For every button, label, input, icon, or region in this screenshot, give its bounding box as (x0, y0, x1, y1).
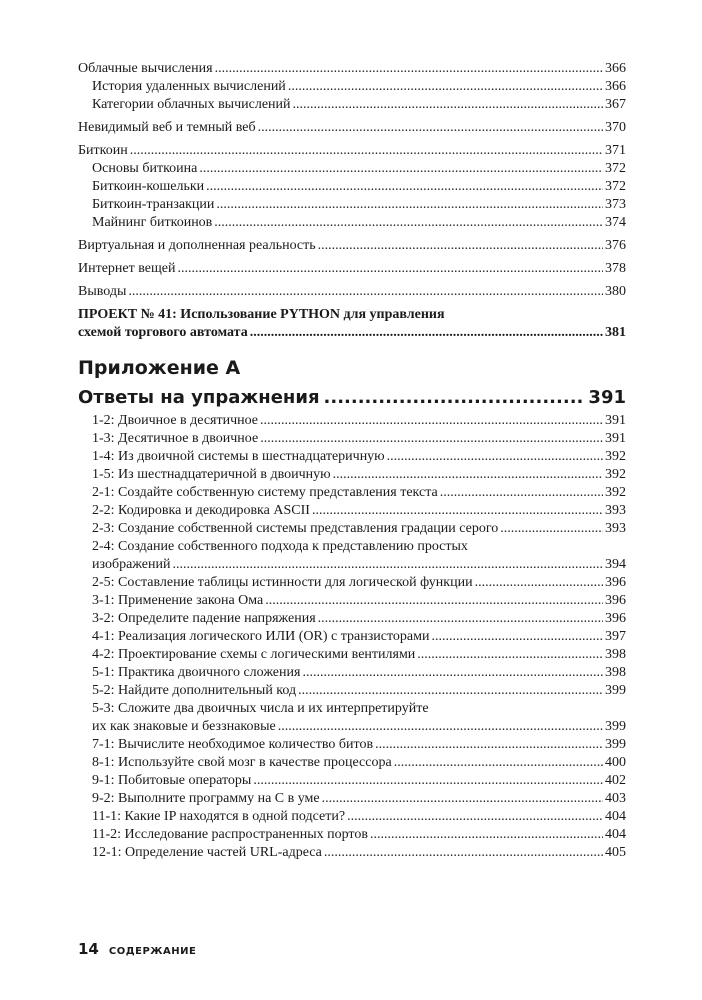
entry-page: 404 (605, 809, 626, 824)
toc-entry (78, 237, 626, 255)
dot-leader (253, 772, 603, 790)
entry-page: 374 (605, 215, 626, 230)
entry-title: 1-2: Двоичное в десятичное (92, 413, 259, 428)
entry-title: 9-2: Выполните программу на С в уме (92, 791, 320, 806)
entry-page: 399 (605, 719, 626, 734)
entry-title: Категории облачных вычислений (92, 97, 291, 112)
entry-title: 1-3: Десятичное в двоичное (92, 431, 259, 446)
dot-leader (258, 119, 603, 137)
dot-leader (333, 466, 603, 484)
section-title: Ответы на упражнения (78, 387, 320, 408)
dot-leader (322, 790, 603, 808)
entry-page: 398 (605, 647, 626, 662)
entry-title: 5-1: Практика двоичного сложения (92, 665, 301, 680)
toc-entry (78, 196, 626, 214)
entry-title: История удаленных вычислений (92, 79, 286, 94)
toc-entry (78, 574, 626, 592)
page-footer (78, 940, 196, 958)
running-header: СОДЕРЖАНИЕ (108, 946, 197, 957)
toc-entry (78, 610, 626, 628)
entry-title: 4-2: Проектирование схемы с логическими вентилями (92, 647, 416, 662)
entry-page: 397 (605, 629, 626, 644)
entry-title: Невидимый веб и темный веб (78, 120, 256, 135)
answers-list (78, 412, 626, 862)
toc-entry (78, 96, 626, 114)
entry-title: Майнинг биткоинов (92, 215, 213, 230)
entry-title: схемой торгового автомата (78, 325, 248, 340)
entry-title: Облачные вычисления (78, 61, 213, 76)
entry-page: 391 (605, 431, 626, 446)
toc-entry (78, 160, 626, 178)
entry-page: 380 (605, 284, 626, 299)
entry-page: 399 (605, 683, 626, 698)
dot-leader (172, 556, 603, 574)
toc-entry (78, 628, 626, 646)
entry-title: 2-1: Создайте собственную систему представления текста (92, 485, 438, 500)
entry-title: Биткоин (78, 143, 128, 158)
entry-title: Выводы (78, 284, 127, 299)
entry-page: 370 (605, 120, 626, 135)
entry-page: 371 (605, 143, 626, 158)
dot-leader (431, 628, 603, 646)
entry-title: 2-2: Кодировка и декодировка ASCII (92, 503, 310, 518)
dot-leader (318, 237, 603, 255)
entry-title-line: 2-4: Создание собственного подхода к представлению простых (92, 539, 468, 554)
toc-entry (78, 772, 626, 790)
page-number: 14 (78, 940, 99, 958)
toc-entry (78, 484, 626, 502)
entry-page: 391 (605, 413, 626, 428)
dot-leader (206, 178, 603, 196)
toc-entry (78, 466, 626, 484)
toc-entry (78, 682, 626, 700)
entry-page: 402 (605, 773, 626, 788)
dot-leader (265, 592, 603, 610)
entry-title: их как знаковые и беззнаковые (92, 719, 276, 734)
appendix-title: Приложение А (78, 357, 241, 379)
entry-title: 2-3: Создание собственной системы представления градации серого (92, 521, 499, 536)
dot-leader (347, 808, 603, 826)
dot-leader (178, 260, 604, 278)
dot-leader (214, 214, 603, 232)
entry-page: 399 (605, 737, 626, 752)
entry-title: Основы биткоина (92, 161, 198, 176)
dot-leader (417, 646, 603, 664)
toc-entry (78, 283, 626, 301)
toc-entry (78, 430, 626, 448)
project-title-line: ПРОЕКТ № 41: Использование PYTHON для управления (78, 307, 445, 322)
toc-entry (78, 736, 626, 754)
entry-title: 3-1: Применение закона Ома (92, 593, 264, 608)
entry-page: 376 (605, 238, 626, 253)
dot-leader (130, 142, 603, 160)
entry-title: Виртуальная и дополненная реальность (78, 238, 316, 253)
entry-title: Биткоин-транзакции (92, 197, 215, 212)
toc-entry (78, 178, 626, 196)
entry-page: 398 (605, 665, 626, 680)
dot-leader (215, 60, 603, 78)
dot-leader (199, 160, 603, 178)
entry-page: 392 (605, 467, 626, 482)
entry-title: 11-1: Какие IP находятся в одной подсети? (92, 809, 346, 824)
entry-page: 381 (605, 325, 626, 340)
dot-leader (440, 484, 603, 502)
appendix-section-entry (78, 386, 626, 410)
toc-project-entry (78, 306, 626, 342)
dot-leader (302, 664, 603, 682)
entry-page: 366 (605, 79, 626, 94)
entry-page: 393 (605, 521, 626, 536)
toc-entry (78, 412, 626, 430)
entry-title: 3-2: Определите падение напряжения (92, 611, 316, 626)
entry-page: 366 (605, 61, 626, 76)
toc-chapter-entries (78, 60, 626, 306)
entry-page: 392 (605, 449, 626, 464)
entry-page: 400 (605, 755, 626, 770)
entry-page: 396 (605, 611, 626, 626)
entry-page: 392 (605, 485, 626, 500)
toc-entry (78, 718, 626, 736)
project-title-line-2 (78, 324, 626, 342)
dot-leader (128, 283, 603, 301)
dot-leader (260, 412, 603, 430)
dot-leader (324, 844, 603, 862)
toc-entry (78, 664, 626, 682)
toc-entry (78, 556, 626, 574)
toc-entry (78, 754, 626, 772)
dot-leader (278, 718, 603, 736)
toc-entry (78, 844, 626, 862)
dot-leader (250, 324, 603, 342)
entry-title: Интернет вещей (78, 261, 176, 276)
dot-leader (500, 520, 603, 538)
entry-page: 372 (605, 161, 626, 176)
entry-page: 372 (605, 179, 626, 194)
dot-leader (318, 610, 603, 628)
toc-entry (78, 214, 626, 232)
toc-entry (78, 592, 626, 610)
toc-entry (78, 78, 626, 96)
section-page: 391 (588, 387, 626, 408)
dot-leader (216, 196, 603, 214)
dot-leader (387, 448, 603, 466)
entry-title-line: 5-3: Сложите два двоичных числа и их интерпретируйте (92, 701, 429, 716)
dot-leader (312, 502, 603, 520)
dot-leader (475, 574, 603, 592)
toc-entry (78, 520, 626, 538)
entry-page: 393 (605, 503, 626, 518)
entry-title: 4-1: Реализация логического ИЛИ (OR) с транзисторами (92, 629, 430, 644)
dot-leader (298, 682, 603, 700)
dot-leader (394, 754, 603, 772)
entry-title: 2-5: Составление таблицы истинности для логической функции (92, 575, 473, 590)
entry-title: 9-1: Побитовые операторы (92, 773, 252, 788)
entry-page: 404 (605, 827, 626, 842)
toc-page (78, 60, 626, 862)
toc-entry (78, 646, 626, 664)
toc-entry (78, 142, 626, 160)
dot-leader (375, 736, 603, 754)
entry-title: 1-4: Из двоичной системы в шестнадцатеричную (92, 449, 385, 464)
toc-entry (78, 826, 626, 844)
entry-page: 394 (605, 557, 626, 572)
toc-entry (78, 790, 626, 808)
entry-page: 367 (605, 97, 626, 112)
toc-entry (78, 60, 626, 78)
entry-page: 396 (605, 575, 626, 590)
entry-title: 1-5: Из шестнадцатеричной в двоичную (92, 467, 331, 482)
dot-leader (293, 96, 603, 114)
entry-title: 5-2: Найдите дополнительный код (92, 683, 297, 698)
entry-page: 403 (605, 791, 626, 806)
dot-leader (370, 826, 603, 844)
entry-page: 373 (605, 197, 626, 212)
toc-entry (78, 502, 626, 520)
entry-title: 11-2: Исследование распространенных портов (92, 827, 368, 842)
toc-entry (78, 808, 626, 826)
entry-title: 8-1: Используйте свой мозг в качестве процессора (92, 755, 392, 770)
entry-page: 396 (605, 593, 626, 608)
toc-entry (78, 260, 626, 278)
entry-page: 378 (605, 261, 626, 276)
entry-title: 7-1: Вычислите необходимое количество битов (92, 737, 374, 752)
dot-leader (324, 386, 585, 410)
toc-entry (78, 448, 626, 466)
entry-title: Биткоин-кошельки (92, 179, 205, 194)
dot-leader (260, 430, 603, 448)
entry-page: 405 (605, 845, 626, 860)
dot-leader (288, 78, 603, 96)
entry-title: 12-1: Определение частей URL-адреса (92, 845, 322, 860)
entry-title: изображений (92, 557, 171, 572)
toc-entry (78, 119, 626, 137)
